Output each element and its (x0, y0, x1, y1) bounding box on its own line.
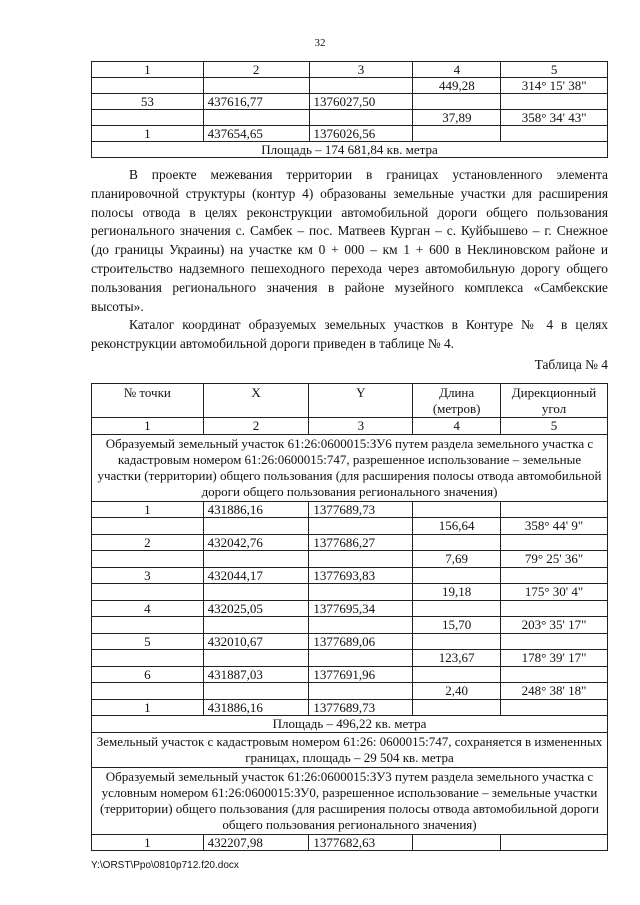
table-row (92, 666, 608, 683)
cell-angle (501, 600, 608, 617)
cell-y (309, 518, 413, 535)
cell-x: 437616,77 (203, 94, 309, 110)
area-total: Площадь – 496,22 кв. метра (92, 716, 608, 733)
cell-length (413, 501, 501, 518)
table-row (92, 600, 608, 617)
coordinates-table-4 (91, 383, 608, 851)
cell-x (203, 551, 309, 568)
kept-parcel-row (92, 732, 608, 767)
cell-point: 6 (92, 666, 204, 683)
header-length: Длина (метров) (413, 384, 501, 418)
table-header-row (92, 62, 608, 78)
cell-point: 3 (92, 567, 204, 584)
table-row (92, 534, 608, 551)
cell-point: 2 (92, 534, 204, 551)
cell-x: 432044,17 (203, 567, 309, 584)
cell-angle (501, 501, 608, 518)
cell-x: 431886,16 (203, 699, 309, 716)
col-number: 5 (501, 418, 608, 435)
cell-y: 1377691,96 (309, 666, 413, 683)
table-body (92, 501, 608, 716)
header-x: X (203, 384, 309, 418)
cell-y (309, 584, 413, 601)
cell-y (309, 78, 413, 94)
table-row (92, 126, 608, 142)
area-total: Площадь – 174 681,84 кв. метра (92, 142, 608, 158)
cell-point (92, 617, 204, 634)
cell-y (309, 617, 413, 634)
cell-angle: 358° 34' 43" (501, 110, 608, 126)
table-row (92, 617, 608, 634)
cell-length (413, 567, 501, 584)
cell-y: 1377689,06 (309, 633, 413, 650)
cell-x (203, 584, 309, 601)
table-row (92, 633, 608, 650)
cell-point (92, 518, 204, 535)
cell-x: 432010,67 (203, 633, 309, 650)
cell-x (203, 518, 309, 535)
cell-y (309, 683, 413, 700)
cell-point: 1 (92, 834, 204, 851)
cell-angle: 203° 35' 17" (501, 617, 608, 634)
cell-x: 431887,03 (203, 666, 309, 683)
cell-y (309, 110, 413, 126)
cell-length: 156,64 (413, 518, 501, 535)
body-text (91, 166, 608, 354)
cell-x: 431886,16 (203, 501, 309, 518)
cell-x: 432025,05 (203, 600, 309, 617)
cell-point: 53 (92, 94, 204, 110)
table-row (92, 584, 608, 601)
cell-length: 7,69 (413, 551, 501, 568)
cell-point (92, 584, 204, 601)
cell-angle (501, 633, 608, 650)
cell-length: 15,70 (413, 617, 501, 634)
cell-angle (501, 534, 608, 551)
table-row (92, 683, 608, 700)
cell-angle: 178° 39' 17" (501, 650, 608, 667)
cell-x (203, 78, 309, 94)
cell-point: 4 (92, 600, 204, 617)
section1-title: Образуемый земельный участок 61:26:0600015:ЗУ6 путем раздела земельного участка с кадастровым номером 61:26:0600015:747, разрешенное использование – земельные участки (территории) общего пользования (для расширения полосы отвода автомобильной дороги общего пользования регионального значения) (92, 434, 608, 501)
cell-point: 1 (92, 126, 204, 142)
cell-y: 1377682,63 (309, 834, 413, 851)
table-row (92, 110, 608, 126)
cell-length: 37,89 (413, 110, 501, 126)
cell-point (92, 78, 204, 94)
cell-angle: 248° 38' 18" (501, 683, 608, 700)
cell-length (413, 534, 501, 551)
cell-y: 1377693,83 (309, 567, 413, 584)
cell-angle (501, 834, 608, 851)
cell-length: 449,28 (413, 78, 501, 94)
cell-point: 1 (92, 699, 204, 716)
cell-length: 123,67 (413, 650, 501, 667)
col-number: 5 (501, 62, 608, 78)
cell-x: 432207,98 (203, 834, 309, 851)
cell-y (309, 650, 413, 667)
col-number: 3 (309, 418, 413, 435)
cell-angle (501, 94, 608, 110)
cell-y: 1377695,34 (309, 600, 413, 617)
cell-x: 432042,76 (203, 534, 309, 551)
cell-x (203, 650, 309, 667)
cell-y: 1377689,73 (309, 699, 413, 716)
cell-point (92, 551, 204, 568)
cell-length (413, 126, 501, 142)
table-row (92, 518, 608, 535)
section2-title: Образуемый земельный участок 61:26:0600015:ЗУ3 путем раздела земельного участка с условным номером 61:26:0600015:ЗУ0, разрешенное использование – земельные участки (территории) общего пользования (для расширения полосы отвода автомобильной дороги общего пользования регионального значения) (92, 767, 608, 834)
paragraph: Каталог координат образуемых земельных участков в Контуре № 4 в целях реконструкции автомобильной дороги приведен в таблице № 4. (91, 317, 608, 352)
file-path-footer: Y:\ORST\Ppo\0810p712.f20.docx (91, 860, 239, 871)
table-row (92, 699, 608, 716)
cell-x (203, 617, 309, 634)
cell-length: 2,40 (413, 683, 501, 700)
table-row (92, 650, 608, 667)
table-row (92, 94, 608, 110)
header-point: № точки (92, 384, 204, 418)
table-header-row (92, 384, 608, 418)
paragraph: В проекте межевания территории в границах установленного элемента планировочной структуры (контур 4) образованы земельные участки для расширения полосы отвода в целях реконструкции автомобильной дороги общего пользования регионального значения с. Самбек – пос. Матвеев Курган – с. Куйбышево – г. Снежное (до границы Украины) на участке км 0 + 000 – км 1 + 600 в Неклиновском районе и строительство надземного пешеходного перехода через автомобильную дорогу общего пользования регионального значения в районе музейного комплекса «Самбекские высоты». (91, 167, 608, 314)
header-angle: Дирекционный угол (501, 384, 608, 418)
cell-angle: 175° 30' 4" (501, 584, 608, 601)
cell-length (413, 666, 501, 683)
cell-length (413, 699, 501, 716)
cell-y: 1376027,50 (309, 94, 413, 110)
cell-angle (501, 699, 608, 716)
area-row (92, 716, 608, 733)
section-title-row (92, 767, 608, 834)
cell-angle: 79° 25' 36" (501, 551, 608, 568)
cell-angle (501, 126, 608, 142)
cell-point (92, 110, 204, 126)
col-number: 4 (413, 62, 501, 78)
table-row (92, 501, 608, 518)
cell-y: 1377689,73 (309, 501, 413, 518)
kept-parcel-note: Земельный участок с кадастровым номером 61:26: 0600015:747, сохраняется в измененных границах, площадь – 29 504 кв. метра (92, 732, 608, 767)
cell-point: 1 (92, 501, 204, 518)
cell-length (413, 94, 501, 110)
cell-length (413, 633, 501, 650)
col-number: 2 (203, 418, 309, 435)
section-title-row (92, 434, 608, 501)
cell-y: 1376026,56 (309, 126, 413, 142)
cell-point (92, 683, 204, 700)
cell-y (309, 551, 413, 568)
cell-angle: 314° 15' 38" (501, 78, 608, 94)
col-number: 1 (92, 62, 204, 78)
table-row (92, 551, 608, 568)
cell-y: 1377686,27 (309, 534, 413, 551)
table-row (92, 567, 608, 584)
cell-point (92, 650, 204, 667)
col-number: 1 (92, 418, 204, 435)
cell-length (413, 600, 501, 617)
header-y: Y (309, 384, 413, 418)
area-row (92, 142, 608, 158)
cell-length: 19,18 (413, 584, 501, 601)
col-number: 2 (203, 62, 309, 78)
cell-x (203, 110, 309, 126)
column-number-row (92, 418, 608, 435)
coordinates-table-continued (91, 61, 608, 158)
cell-x (203, 683, 309, 700)
cell-angle: 358° 44' 9" (501, 518, 608, 535)
cell-angle (501, 567, 608, 584)
table-row (92, 834, 608, 851)
col-number: 3 (309, 62, 413, 78)
table-caption: Таблица № 4 (534, 357, 608, 372)
table-row (92, 78, 608, 94)
page-number: 32 (314, 37, 326, 49)
cell-x: 437654,65 (203, 126, 309, 142)
cell-point: 5 (92, 633, 204, 650)
col-number: 4 (413, 418, 501, 435)
cell-length (413, 834, 501, 851)
cell-angle (501, 666, 608, 683)
